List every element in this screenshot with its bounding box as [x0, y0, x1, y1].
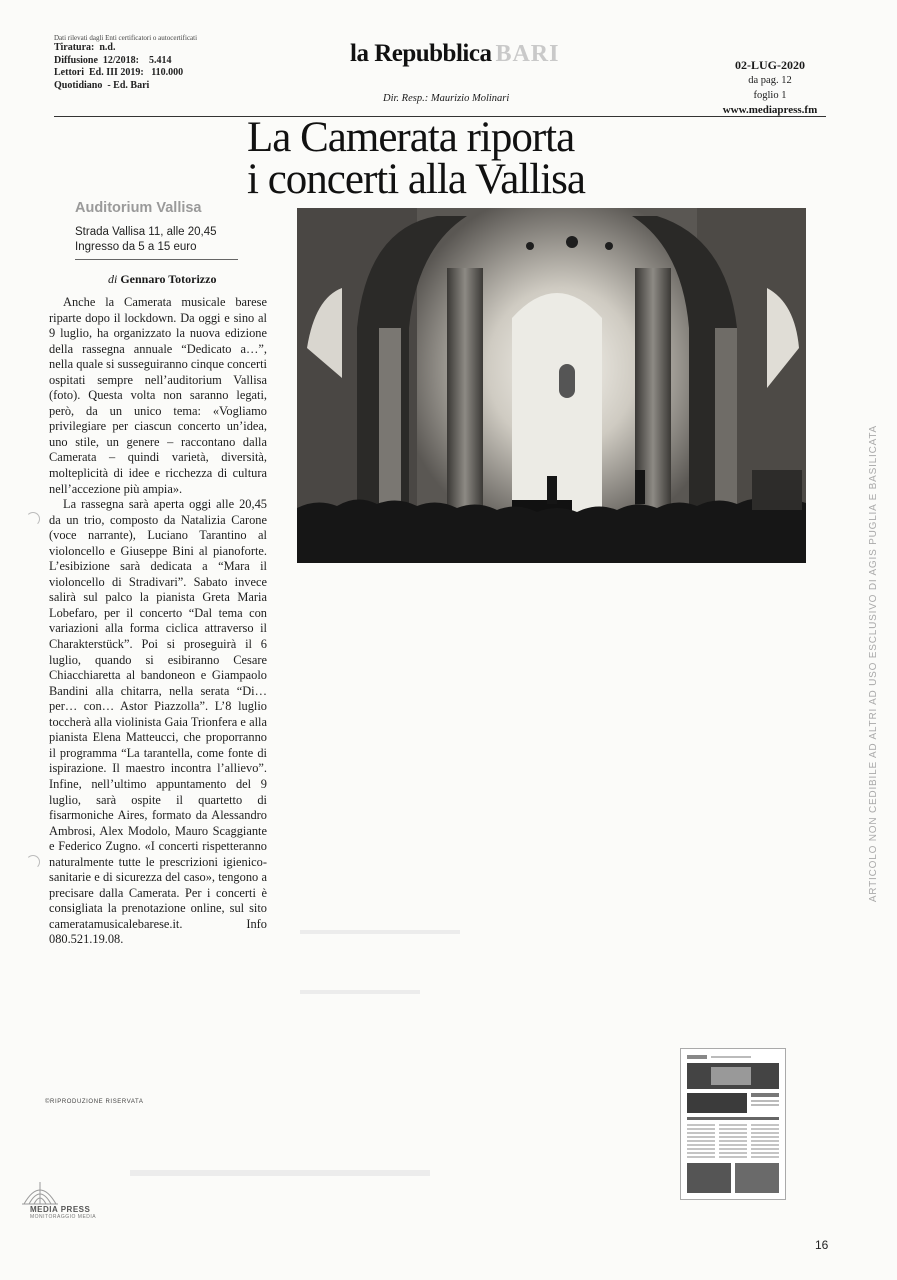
punch-hole [26, 512, 40, 526]
page-thumbnail [680, 1048, 786, 1200]
clip-metadata [54, 34, 197, 92]
headline-line-1: La Camerata riporta [247, 114, 575, 161]
copyright-note: ©RIPRODUZIONE RISERVATA [45, 1099, 144, 1105]
bleed-through-mark [300, 990, 420, 994]
venue-address: Strada Vallisa 11, alle 20,45 [75, 226, 217, 238]
auditorium-photo-illustration [297, 208, 806, 563]
byline [108, 272, 216, 287]
article-body [49, 295, 267, 948]
mediapress-logo [20, 1180, 97, 1220]
masthead-city: BARI [495, 41, 560, 67]
meta-row-quotidiano: Quotidiano - Ed. Bari [54, 79, 150, 91]
usage-notice: ARTICOLO NON CEDIBILE AD ALTRI AD USO ESCLUSIVO DI AGIS PUGLIA E BASILICATA [868, 425, 879, 903]
mediapress-waves-icon [20, 1180, 60, 1206]
punch-hole [26, 855, 40, 869]
meta-row-tiratura: Tiratura: n.d. [54, 42, 116, 53]
byline-prefix: di [108, 272, 118, 286]
bleed-through-mark [300, 930, 460, 934]
publication-date: 02-LUG-2020 [735, 58, 805, 72]
page-ref: da pag. 12 [748, 75, 792, 86]
headline-line-2: i concerti alla Vallisa [247, 156, 585, 203]
masthead-name: la Repubblica [350, 40, 492, 67]
page-thumbnail-illustration [681, 1049, 785, 1199]
meta-row-lettori: Lettori Ed. III 2019: 110.000 [54, 67, 184, 78]
article-paragraph: La rassegna sarà aperta oggi alle 20,45 da un trio, composto da Natalizia Carone (voce narrante), Luciano Tarantino al violoncello e Giuseppe Bini al pianoforte. L’esibizione sarà dedicata a “Mara il violoncello di Stradivari”. Sabato invece salirà sul palco la pianista Greta Maria Lobefaro, per il concerto “Dal tema con variazioni alla forma ciclica attraverso il Charakterstück”. Poi si proseguirà il 6 luglio, quando si esibiranno Cesare Chiacchiaretta al bandoneon e Giampaolo Bandini alla chitarra, nella serata “Di… per… con… Astor Piazzolla”. L’8 luglio toccherà alla violinista Gaia Trionfera e alla pianista Elena Matteucci, che proporranno il programma “La tarantella, come fonte di ispirazione. Il maestro incontra l’allievo”. Infine, nell’ultimo appuntamento del 9 luglio, sarà ospite il quartetto di fisarmoniche Aires, formato da Alessandro Ambrosi, Alex Modolo, Mauro Scaggiante e Federico Zugno. «I concerti rispetteranno naturalmente tutte le prescrizioni igienico-sanitarie e di sicurezza del caso», tengono a precisare dalla Camerata. Per i concerti è consigliata la prenotazione online, sul sito cameratamusicalebarese.it. Info 080.521.19.08. [49, 497, 267, 947]
auditorium-photo [297, 208, 806, 563]
meta-row-diffusione: Diffusione 12/2018: 5.414 [54, 54, 172, 66]
venue-name: Auditorium Vallisa [75, 200, 202, 216]
site-url: www.mediapress.fm [722, 104, 818, 116]
venue-divider [75, 259, 238, 260]
article-paragraph: Anche la Camerata musicale barese riparte dopo il lockdown. Da oggi e sino al 9 luglio, ha organizzato la nuova edizione della rassegna annuale “Dedicato a…”, nella quale si susseguiranno cinque concerti ospitati sempre nell’auditorium Vallisa (foto). Questa volta non saranno legati, però, da un unico tema: «Vogliamo privilegiare per ciascun concerto un’idea, uno stile, un genere – raccontano dalla Camerata – quindi varietà, diversità, molteplicità di idee e ricchezza di cultura nell’accezione più ampia». [49, 295, 267, 496]
sheet-ref: foglio 1 [753, 90, 787, 101]
byline-author: Gennaro Totorizzo [120, 272, 217, 286]
director-line: Dir. Resp.: Maurizio Molinari [383, 93, 510, 104]
article-headline [247, 114, 717, 203]
bleed-through-mark [130, 1170, 430, 1176]
logo-name: MEDIA PRESS [30, 1205, 91, 1214]
page-number: 16 [815, 1238, 829, 1252]
venue-details [75, 225, 217, 255]
logo-tagline: MONITORAGGIO MEDIA [30, 1214, 97, 1220]
venue-price: Ingresso da 5 a 15 euro [75, 241, 197, 253]
date-block [716, 58, 824, 118]
source-note: Dati rilevati dagli Enti certificatori o autocertificati [54, 34, 198, 42]
newspaper-masthead [350, 40, 559, 68]
